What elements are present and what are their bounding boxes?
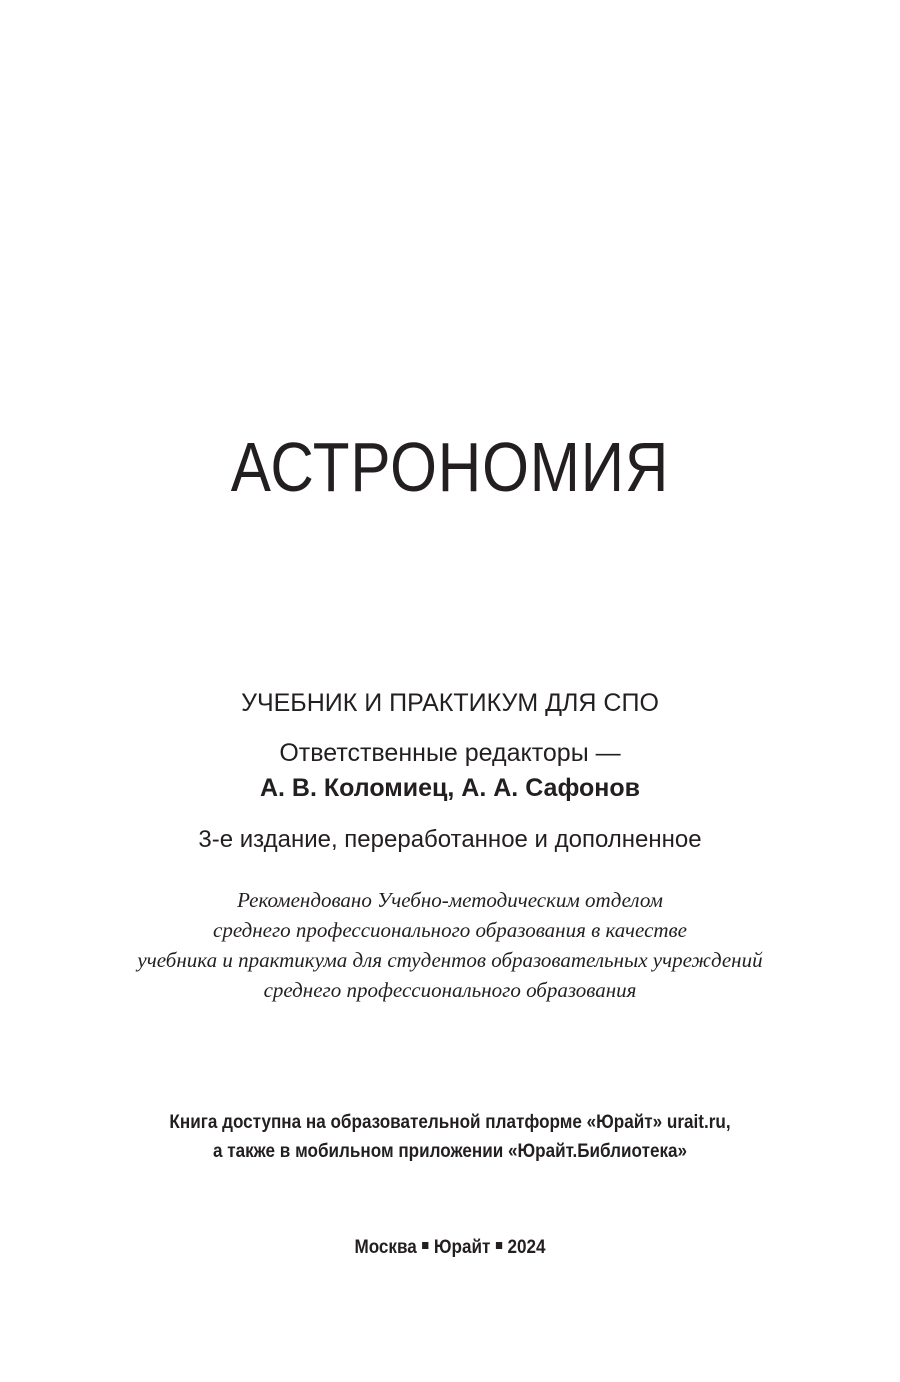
recommendation-line: среднего профессионального образования [263,978,637,1002]
square-bullet-icon [422,1242,428,1249]
book-title: АСТРОНОМИЯ [230,428,670,506]
availability-note [45,1108,855,1166]
imprint-city: Москва [354,1237,417,1258]
editors-names: А. В. Коломиец, А. А. Сафонов [259,774,641,802]
availability-line: а также в мобильном приложении «Юрайт.Библиотека» [212,1141,688,1162]
imprint-year: 2024 [507,1237,546,1258]
square-bullet-icon [496,1242,502,1249]
recommendation-text [0,885,900,1005]
editors-label: Ответственные редакторы — [279,739,621,767]
book-subtitle: УЧЕБНИК И ПРАКТИКУМ ДЛЯ СПО [241,689,659,717]
edition-note: 3-е издание, переработанное и дополненное [198,826,702,853]
recommendation-line: Рекомендовано Учебно-методическим отделом [237,888,663,912]
imprint-publisher: Юрайт [433,1237,491,1258]
imprint-line [45,1235,855,1261]
recommendation-line: учебника и практикума для студентов образовательных учреждений [137,948,763,972]
availability-line: Книга доступна на образовательной платформе «Юрайт» urait.ru, [169,1112,731,1133]
recommendation-line: среднего профессионального образования в качестве [213,918,687,942]
